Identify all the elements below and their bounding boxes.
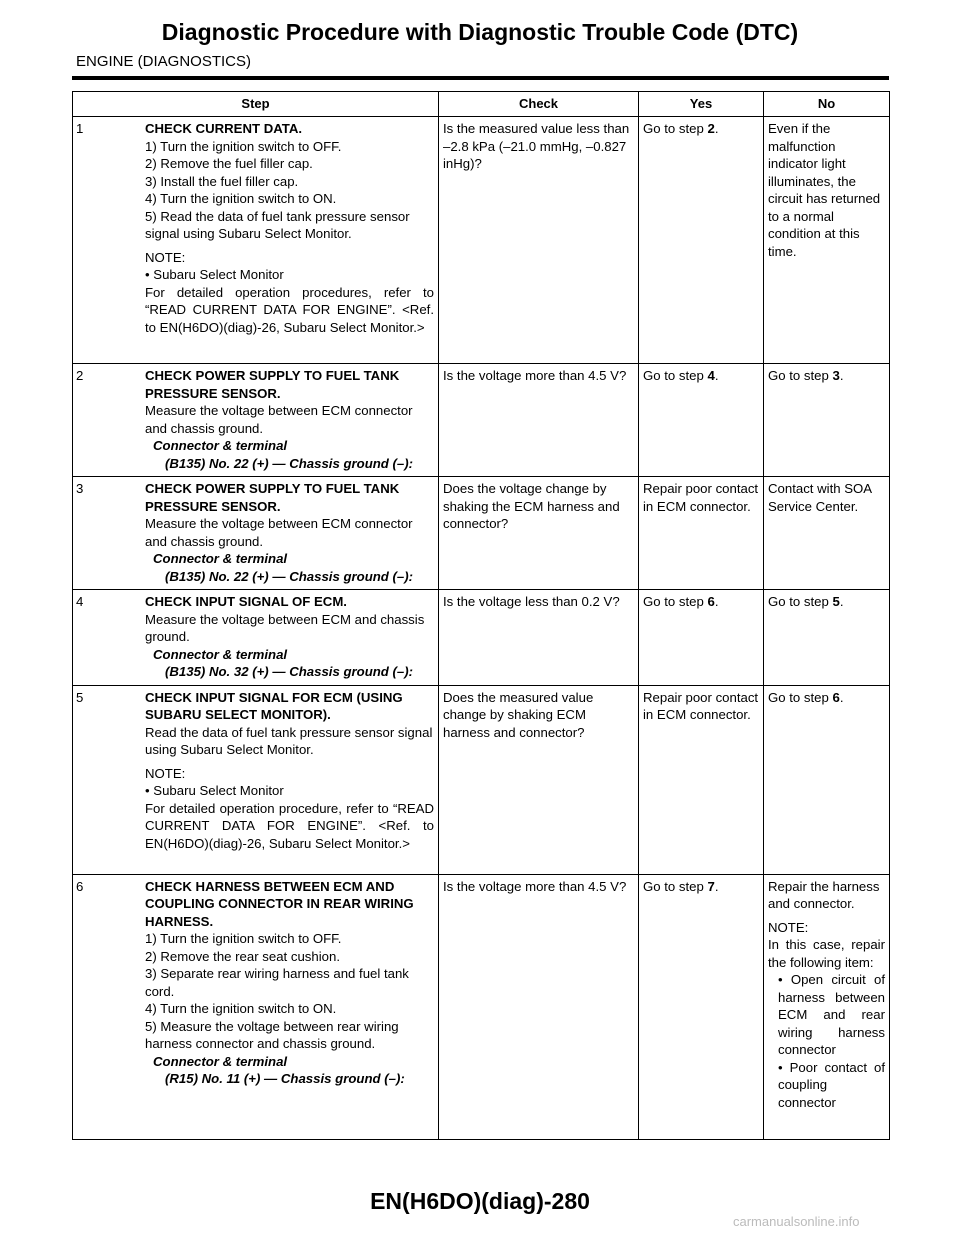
watermark: carmanualsonline.info [733, 1214, 860, 1229]
table-row [73, 685, 890, 874]
connector-value: (B135) No. 22 (+) — Chassis ground (–): [165, 455, 414, 471]
step-title: CHECK INPUT SIGNAL FOR ECM (USING [145, 689, 403, 705]
step-instruction: 3) Install the fuel filler cap. [145, 173, 299, 189]
note-text: For detailed operation procedures, refer to “READ CURRENT DATA FOR ENGINE”. <Ref. to EN(H6DO)(diag)-26, Subaru Select Monitor.> [145, 284, 434, 335]
step-instruction: 3) Separate rear wiring harness and fuel tank cord. [145, 966, 409, 999]
no-text: Go to step [768, 594, 833, 609]
table-row [73, 364, 890, 477]
step-cell [73, 364, 439, 477]
section-subtitle: ENGINE (DIAGNOSTICS) [76, 53, 252, 70]
step-cell [73, 685, 439, 874]
step-number: 4 [76, 594, 84, 609]
yes-step-ref: 7 [707, 878, 715, 894]
step-number: 2 [76, 368, 84, 383]
no-text-end: . [839, 368, 844, 383]
step-instruction: 5) Read the data of fuel tank pressure sensor signal using Subaru Select Monitor. [145, 208, 410, 241]
step-title: CHECK POWER SUPPLY TO FUEL TANK [145, 368, 400, 383]
connector-label: Connector & terminal [153, 646, 288, 662]
no-text: Go to step [768, 368, 833, 383]
no-cell [764, 364, 890, 477]
note-bullet: • Subaru Select Monitor [145, 783, 284, 798]
connector-label: Connector & terminal [153, 551, 288, 566]
connector-label: Connector & terminal [153, 1053, 288, 1069]
table-row [73, 117, 890, 364]
no-step-ref: 5 [832, 594, 840, 609]
yes-text-end: . [714, 121, 719, 136]
connector-value: (R15) No. 11 (+) — Chassis ground (–): [165, 1071, 405, 1086]
note-label: NOTE: [145, 249, 186, 265]
no-text-end: . [839, 689, 844, 705]
no-text: Repair the harness and connector. [768, 878, 880, 911]
step-title: PRESSURE SENSOR. [145, 498, 281, 514]
step-title: SUBARU SELECT MONITOR). [145, 707, 331, 722]
yes-text-end: . [714, 594, 719, 609]
yes-text: Go to step [643, 878, 708, 894]
check-cell: Is the voltage more than 4.5 V? [439, 874, 639, 1139]
check-cell: Is the voltage less than 0.2 V? [439, 590, 639, 686]
connector-label: Connector & terminal [153, 438, 288, 453]
no-cell [764, 685, 890, 874]
connector-value: (B135) No. 32 (+) — Chassis ground (–): [165, 664, 414, 679]
yes-cell [639, 117, 764, 364]
step-title: PRESSURE SENSOR. [145, 385, 281, 401]
step-title: CHECK CURRENT DATA. [145, 121, 303, 136]
yes-text-end: . [714, 878, 719, 894]
page-title: Diagnostic Procedure with Diagnostic Trouble Code (DTC) [161, 19, 799, 45]
no-text-end: . [839, 594, 844, 609]
step-instruction: 4) Turn the ignition switch to ON. [145, 1001, 337, 1016]
table-row [73, 590, 890, 686]
note-item: • Poor contact of coupling connector [778, 1059, 885, 1110]
yes-text-end: . [714, 368, 719, 383]
step-title: HARNESS. [145, 913, 214, 929]
step-number: 3 [76, 481, 84, 496]
yes-text: Go to step [643, 594, 708, 609]
table-row [73, 874, 890, 1139]
note-bullet: • Subaru Select Monitor [145, 267, 284, 282]
no-text: Go to step [768, 689, 833, 705]
step-title: CHECK HARNESS BETWEEN ECM AND [145, 878, 395, 894]
step-cell [73, 590, 439, 686]
header-yes: Yes [639, 92, 764, 117]
header-rule [72, 76, 889, 80]
note-label: NOTE: [145, 765, 186, 781]
yes-text: Go to step [643, 368, 708, 383]
yes-cell [639, 874, 764, 1139]
step-instruction: 2) Remove the fuel filler cap. [145, 156, 313, 171]
no-cell: Contact with SOA Service Center. [764, 477, 890, 590]
step-title: CHECK INPUT SIGNAL OF ECM. [145, 594, 347, 609]
yes-cell: Repair poor contact in ECM connector. [639, 685, 764, 874]
step-number: 5 [76, 689, 84, 705]
header-check: Check [439, 92, 639, 117]
step-instruction: Measure the voltage between ECM and chassis ground. [145, 611, 425, 644]
step-title: COUPLING CONNECTOR IN REAR WIRING [145, 896, 414, 911]
step-instruction: 1) Turn the ignition switch to OFF. [145, 138, 342, 154]
note-item: • Open circuit of harness between ECM and rear wiring harness connector [778, 972, 885, 1057]
table-row [73, 477, 890, 590]
connector-value: (B135) No. 22 (+) — Chassis ground (–): [165, 568, 414, 584]
step-cell [73, 874, 439, 1139]
step-instruction: 2) Remove the rear seat cushion. [145, 948, 340, 964]
yes-cell [639, 590, 764, 686]
note-label: NOTE: [768, 919, 809, 935]
diagnostic-table [72, 91, 890, 1140]
step-instruction: 4) Turn the ignition switch to ON. [145, 191, 337, 206]
step-cell [73, 477, 439, 590]
no-cell: Even if the malfunction indicator light illuminates, the circuit has returned to a normal condition at this time. [764, 117, 890, 364]
step-instruction: Measure the voltage between ECM connector and chassis ground. [145, 516, 413, 549]
page-number: EN(H6DO)(diag)-280 [370, 1188, 590, 1214]
yes-step-ref: 2 [707, 121, 715, 136]
note-text: For detailed operation procedure, refer to “READ CURRENT DATA FOR ENGINE”. <Ref. to EN(H6DO)(diag)-26, Subaru Select Monitor.> [145, 800, 434, 851]
yes-step-ref: 4 [707, 368, 715, 383]
no-step-ref: 6 [832, 689, 840, 705]
yes-cell [639, 364, 764, 477]
step-instruction: Read the data of fuel tank pressure sensor signal using Subaru Select Monitor. [145, 724, 433, 757]
step-number: 1 [76, 121, 84, 136]
yes-text: Go to step [643, 121, 708, 136]
step-instruction: Measure the voltage between ECM connector and chassis ground. [145, 403, 413, 436]
no-cell [764, 874, 890, 1139]
check-cell: Is the measured value less than –2.8 kPa (–21.0 mmHg, –0.827 inHg)? [439, 117, 639, 364]
yes-cell: Repair poor contact in ECM connector. [639, 477, 764, 590]
note-text: In this case, repair the following item: [768, 937, 885, 970]
no-step-ref: 3 [832, 368, 840, 383]
check-cell: Is the voltage more than 4.5 V? [439, 364, 639, 477]
check-cell: Does the measured value change by shaking ECM harness and connector? [439, 685, 639, 874]
step-number: 6 [76, 878, 84, 894]
step-cell [73, 117, 439, 364]
step-instruction: 1) Turn the ignition switch to OFF. [145, 931, 342, 946]
step-title: CHECK POWER SUPPLY TO FUEL TANK [145, 481, 400, 496]
no-cell [764, 590, 890, 686]
table-header-row [73, 92, 890, 117]
header-step: Step [73, 92, 439, 117]
step-instruction: 5) Measure the voltage between rear wiring harness connector and chassis ground. [145, 1018, 399, 1051]
check-cell: Does the voltage change by shaking the ECM harness and connector? [439, 477, 639, 590]
header-no: No [764, 92, 890, 117]
yes-step-ref: 6 [707, 594, 715, 609]
